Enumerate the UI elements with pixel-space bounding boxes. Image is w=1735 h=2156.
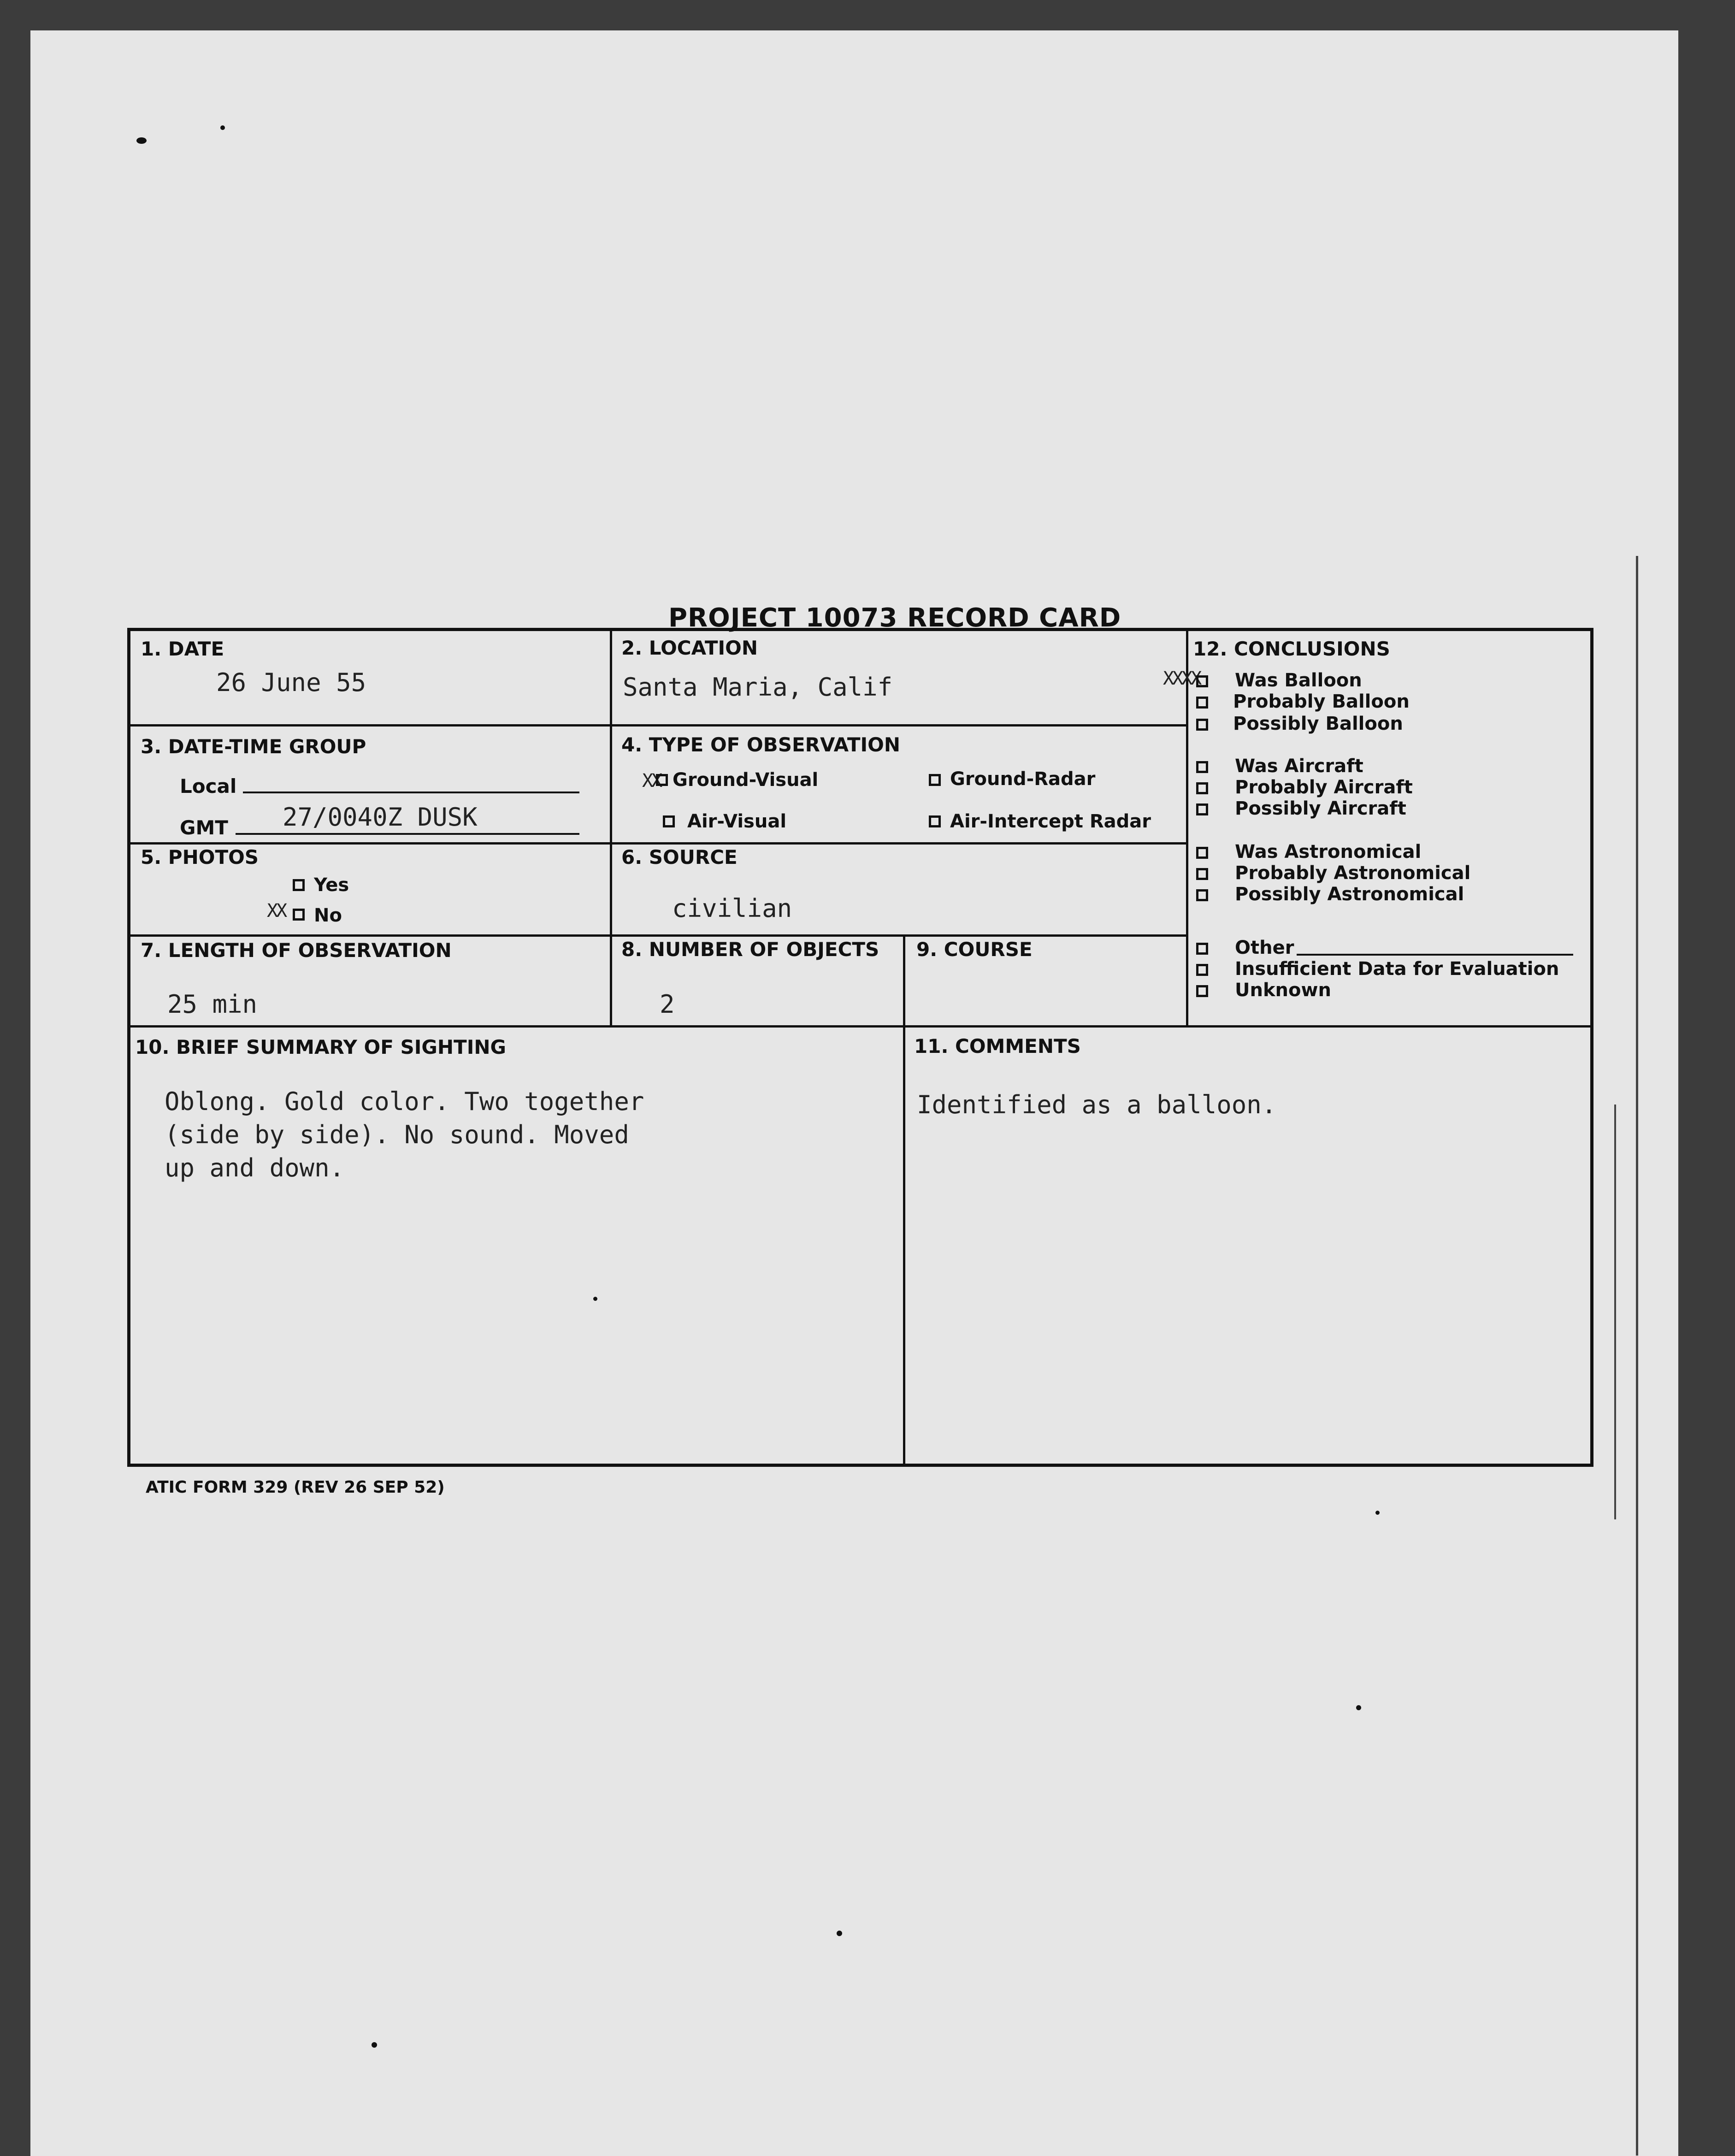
conclusions-label: 12. CONCLUSIONS [1193,638,1390,660]
length-value: 25 min [167,990,258,1019]
rule [130,724,1188,727]
was-aircraft-checkbox[interactable] [1196,761,1208,773]
photos-no-checkbox[interactable] [293,909,305,921]
possibly-balloon-checkbox[interactable] [1196,719,1208,731]
date-label: 1. DATE [141,638,224,660]
dtg-gmt-value: 27/0040Z DUSK [283,803,478,832]
conclusion-label: Unknown [1235,980,1331,1001]
conclusion-label: Probably Balloon [1233,691,1410,712]
ground-radar-checkbox[interactable] [929,774,941,786]
source-value: civilian [672,894,792,923]
dtg-label: 3. DATE-TIME GROUP [141,735,366,758]
probably-aircraft-checkbox[interactable] [1196,782,1208,794]
photos-label: 5. PHOTOS [141,846,259,868]
objects-label: 8. NUMBER OF OBJECTS [621,938,879,961]
course-label: 9. COURSE [916,938,1033,961]
conclusion-label: Possibly Balloon [1233,713,1403,734]
photos-no-mark: XX [267,900,286,921]
conclusion-label: Other [1235,937,1294,958]
possibly-astronomical-checkbox[interactable] [1196,889,1208,901]
probably-astronomical-checkbox[interactable] [1196,868,1208,880]
record-card [127,628,1593,1467]
source-label: 6. SOURCE [621,846,738,868]
scan-speck [837,1931,842,1936]
conclusion-label: Probably Aircraft [1235,777,1413,798]
air-intercept-radar-label: Air-Intercept Radar [950,811,1151,832]
air-visual-label: Air-Visual [687,811,787,832]
was-balloon-mark: XXXX [1163,668,1200,689]
conclusion-label: Probably Astronomical [1235,862,1471,884]
unknown-checkbox[interactable] [1196,985,1208,997]
air-intercept-radar-checkbox[interactable] [929,815,941,827]
air-visual-checkbox[interactable] [663,815,675,827]
comments-label: 11. COMMENTS [914,1035,1081,1057]
photos-yes-label: Yes [314,874,349,896]
length-label: 7. LENGTH OF OBSERVATION [141,939,452,962]
ground-radar-label: Ground-Radar [950,768,1096,790]
rule [130,842,1188,845]
rule [610,631,612,1025]
scan-speck [1356,1705,1361,1710]
conclusion-label: Possibly Astronomical [1235,884,1464,905]
photos-yes-checkbox[interactable] [293,879,305,891]
card-title: PROJECT 10073 RECORD CARD [668,603,1121,633]
observation-type-label: 4. TYPE OF OBSERVATION [621,733,901,756]
location-value: Santa Maria, Calif [623,673,893,702]
conclusion-label: Was Aircraft [1235,756,1363,777]
rule [1186,631,1188,1025]
other-line [1297,954,1573,956]
scan-speck [220,125,225,130]
conclusion-label: Insufficient Data for Evaluation [1235,958,1559,980]
ground-visual-label: Ground-Visual [673,769,819,791]
dtg-gmt-label: GMT [180,816,228,839]
scan-speck [136,137,147,144]
possibly-aircraft-checkbox[interactable] [1196,803,1208,815]
rule [903,934,905,1467]
form-id: ATIC FORM 329 (REV 26 SEP 52) [146,1478,445,1497]
was-balloon-checkbox[interactable] [1196,675,1208,687]
insufficient-data-checkbox[interactable] [1196,964,1208,976]
dtg-gmt-line [236,833,579,835]
date-value: 26 June 55 [216,668,366,697]
conclusion-label: Possibly Aircraft [1235,798,1406,819]
dtg-local-line [243,792,579,793]
scan-edge-line [1636,556,1638,2156]
was-astronomical-checkbox[interactable] [1196,847,1208,859]
conclusion-label: Was Astronomical [1235,841,1422,862]
dtg-local-label: Local [180,775,237,797]
summary-line: up and down. [165,1153,345,1182]
ground-visual-mark: XX [642,770,661,792]
rule [130,934,1188,937]
summary-line: (side by side). No sound. Moved [165,1120,629,1149]
scan-edge-line [1614,1105,1616,1519]
summary-line: Oblong. Gold color. Two together [165,1087,644,1116]
conclusion-label: Was Balloon [1235,670,1362,691]
location-label: 2. LOCATION [621,637,758,659]
scan-speck [372,2042,377,2048]
ground-visual-checkbox[interactable] [656,774,668,786]
comments-value: Identified as a balloon. [917,1090,1277,1119]
other-checkbox[interactable] [1196,943,1208,955]
scan-speck [1375,1511,1380,1515]
probably-balloon-checkbox[interactable] [1196,697,1208,709]
summary-label: 10. BRIEF SUMMARY OF SIGHTING [135,1036,506,1058]
photos-no-label: No [314,905,342,926]
objects-value: 2 [660,990,675,1019]
rule [130,1025,1590,1028]
